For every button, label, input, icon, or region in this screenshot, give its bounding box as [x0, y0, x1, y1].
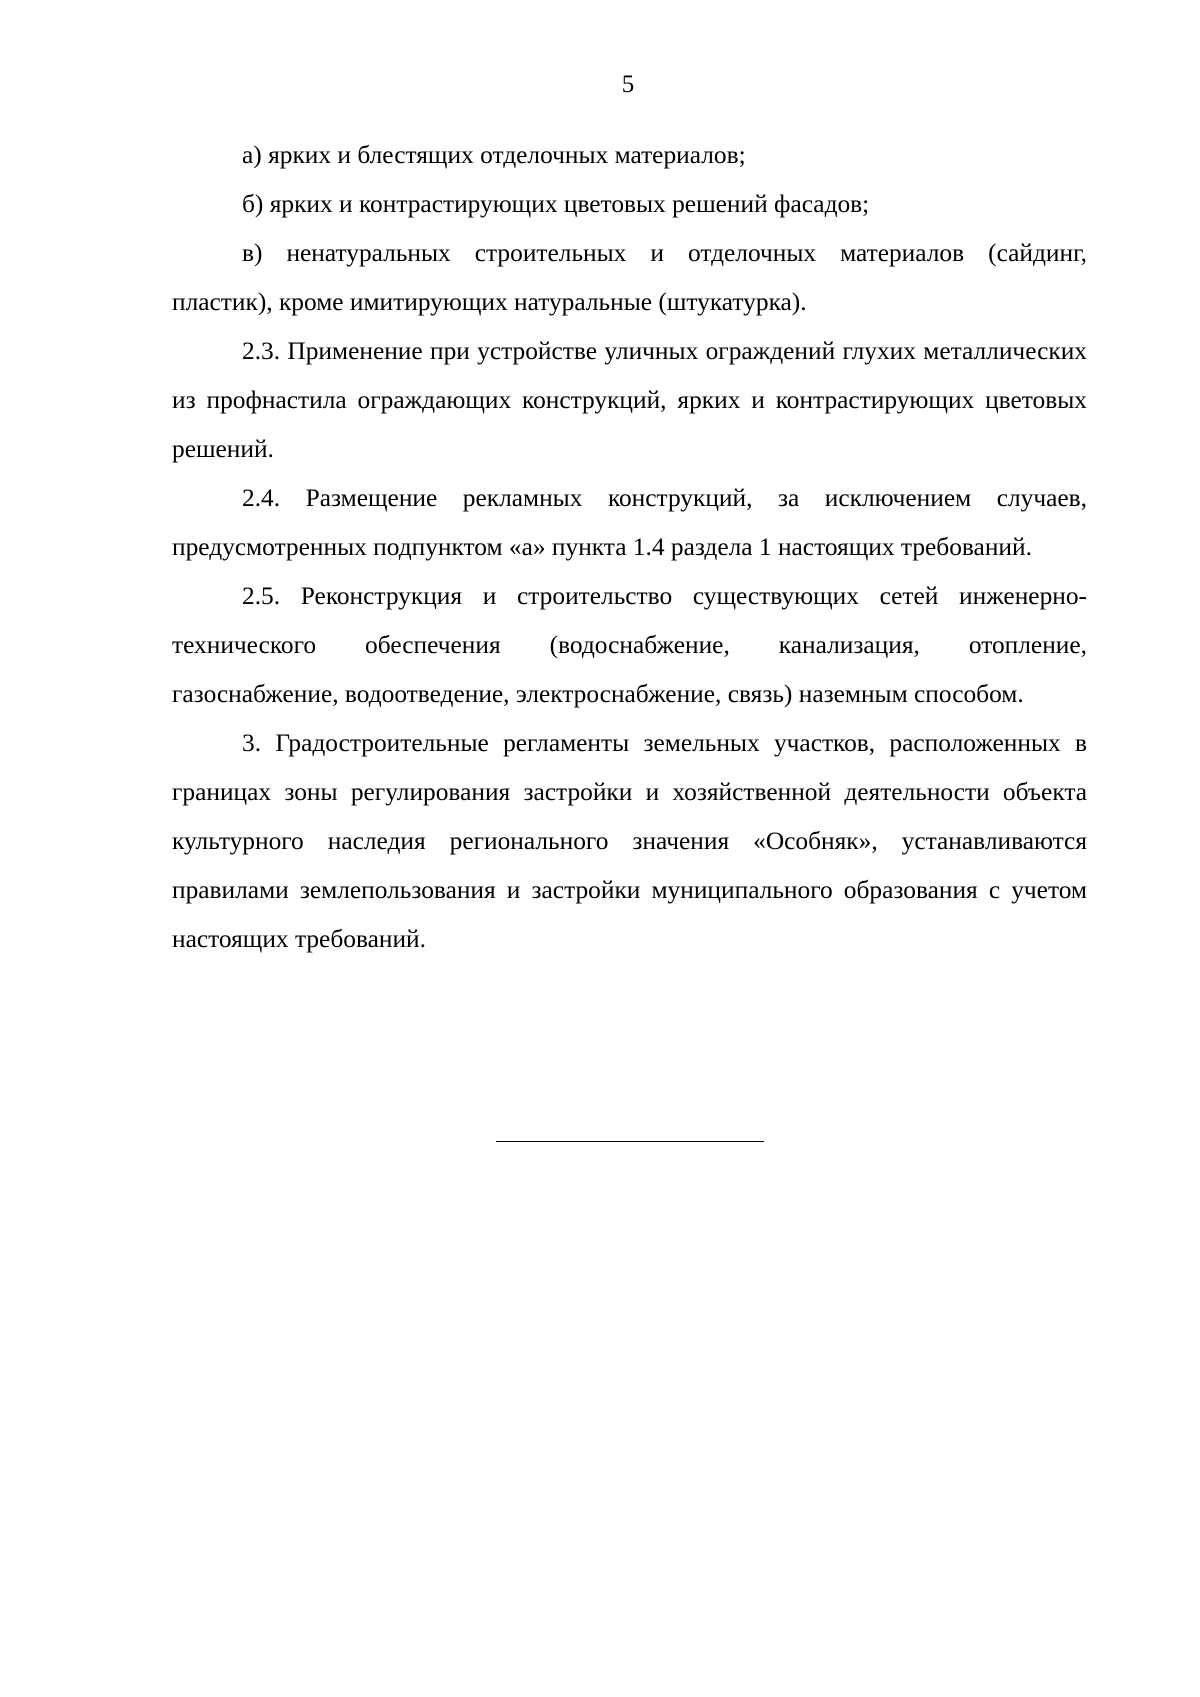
paragraph-2-4: 2.4. Размещение рекламных конструкций, за исключением случаев, предусмотренных подпунктом «а» пункта 1.4 раздела 1 настоящих требований.: [172, 484, 1087, 561]
page-number: 5: [621, 71, 635, 98]
paragraph-a: а) ярких и блестящих отделочных материалов;: [242, 141, 746, 169]
paragraph-2-5: 2.5. Реконструкция и строительство существующих сетей инженерно-технического обеспечения (водоснабжение, канализация, отопление, газоснабжение, водоотведение, электроснабжение, связь) наземным способом.: [172, 582, 1087, 708]
paragraph-3: 3. Градостроительные регламенты земельных участков, расположенных в границах зоны регулирования застройки и хозяйственной деятельности объекта культурного наследия регионального значения «Особняк», устанавливаются правилами землепользования и застройки муниципального образования с учетом настоящих требований.: [172, 729, 1087, 953]
paragraph-v: в) ненатуральных строительных и отделочных материалов (сайдинг, пластик), кроме имитирующих натуральные (штукатурка).: [172, 239, 1087, 316]
document-body: [172, 131, 1087, 964]
end-separator-line: [496, 1141, 764, 1142]
paragraph-2-3: 2.3. Применение при устройстве уличных ограждений глухих металлических из профнастила ограждающих конструкций, ярких и контрастирующих цветовых решений.: [172, 337, 1087, 463]
paragraph-b: б) ярких и контрастирующих цветовых решений фасадов;: [242, 190, 870, 218]
